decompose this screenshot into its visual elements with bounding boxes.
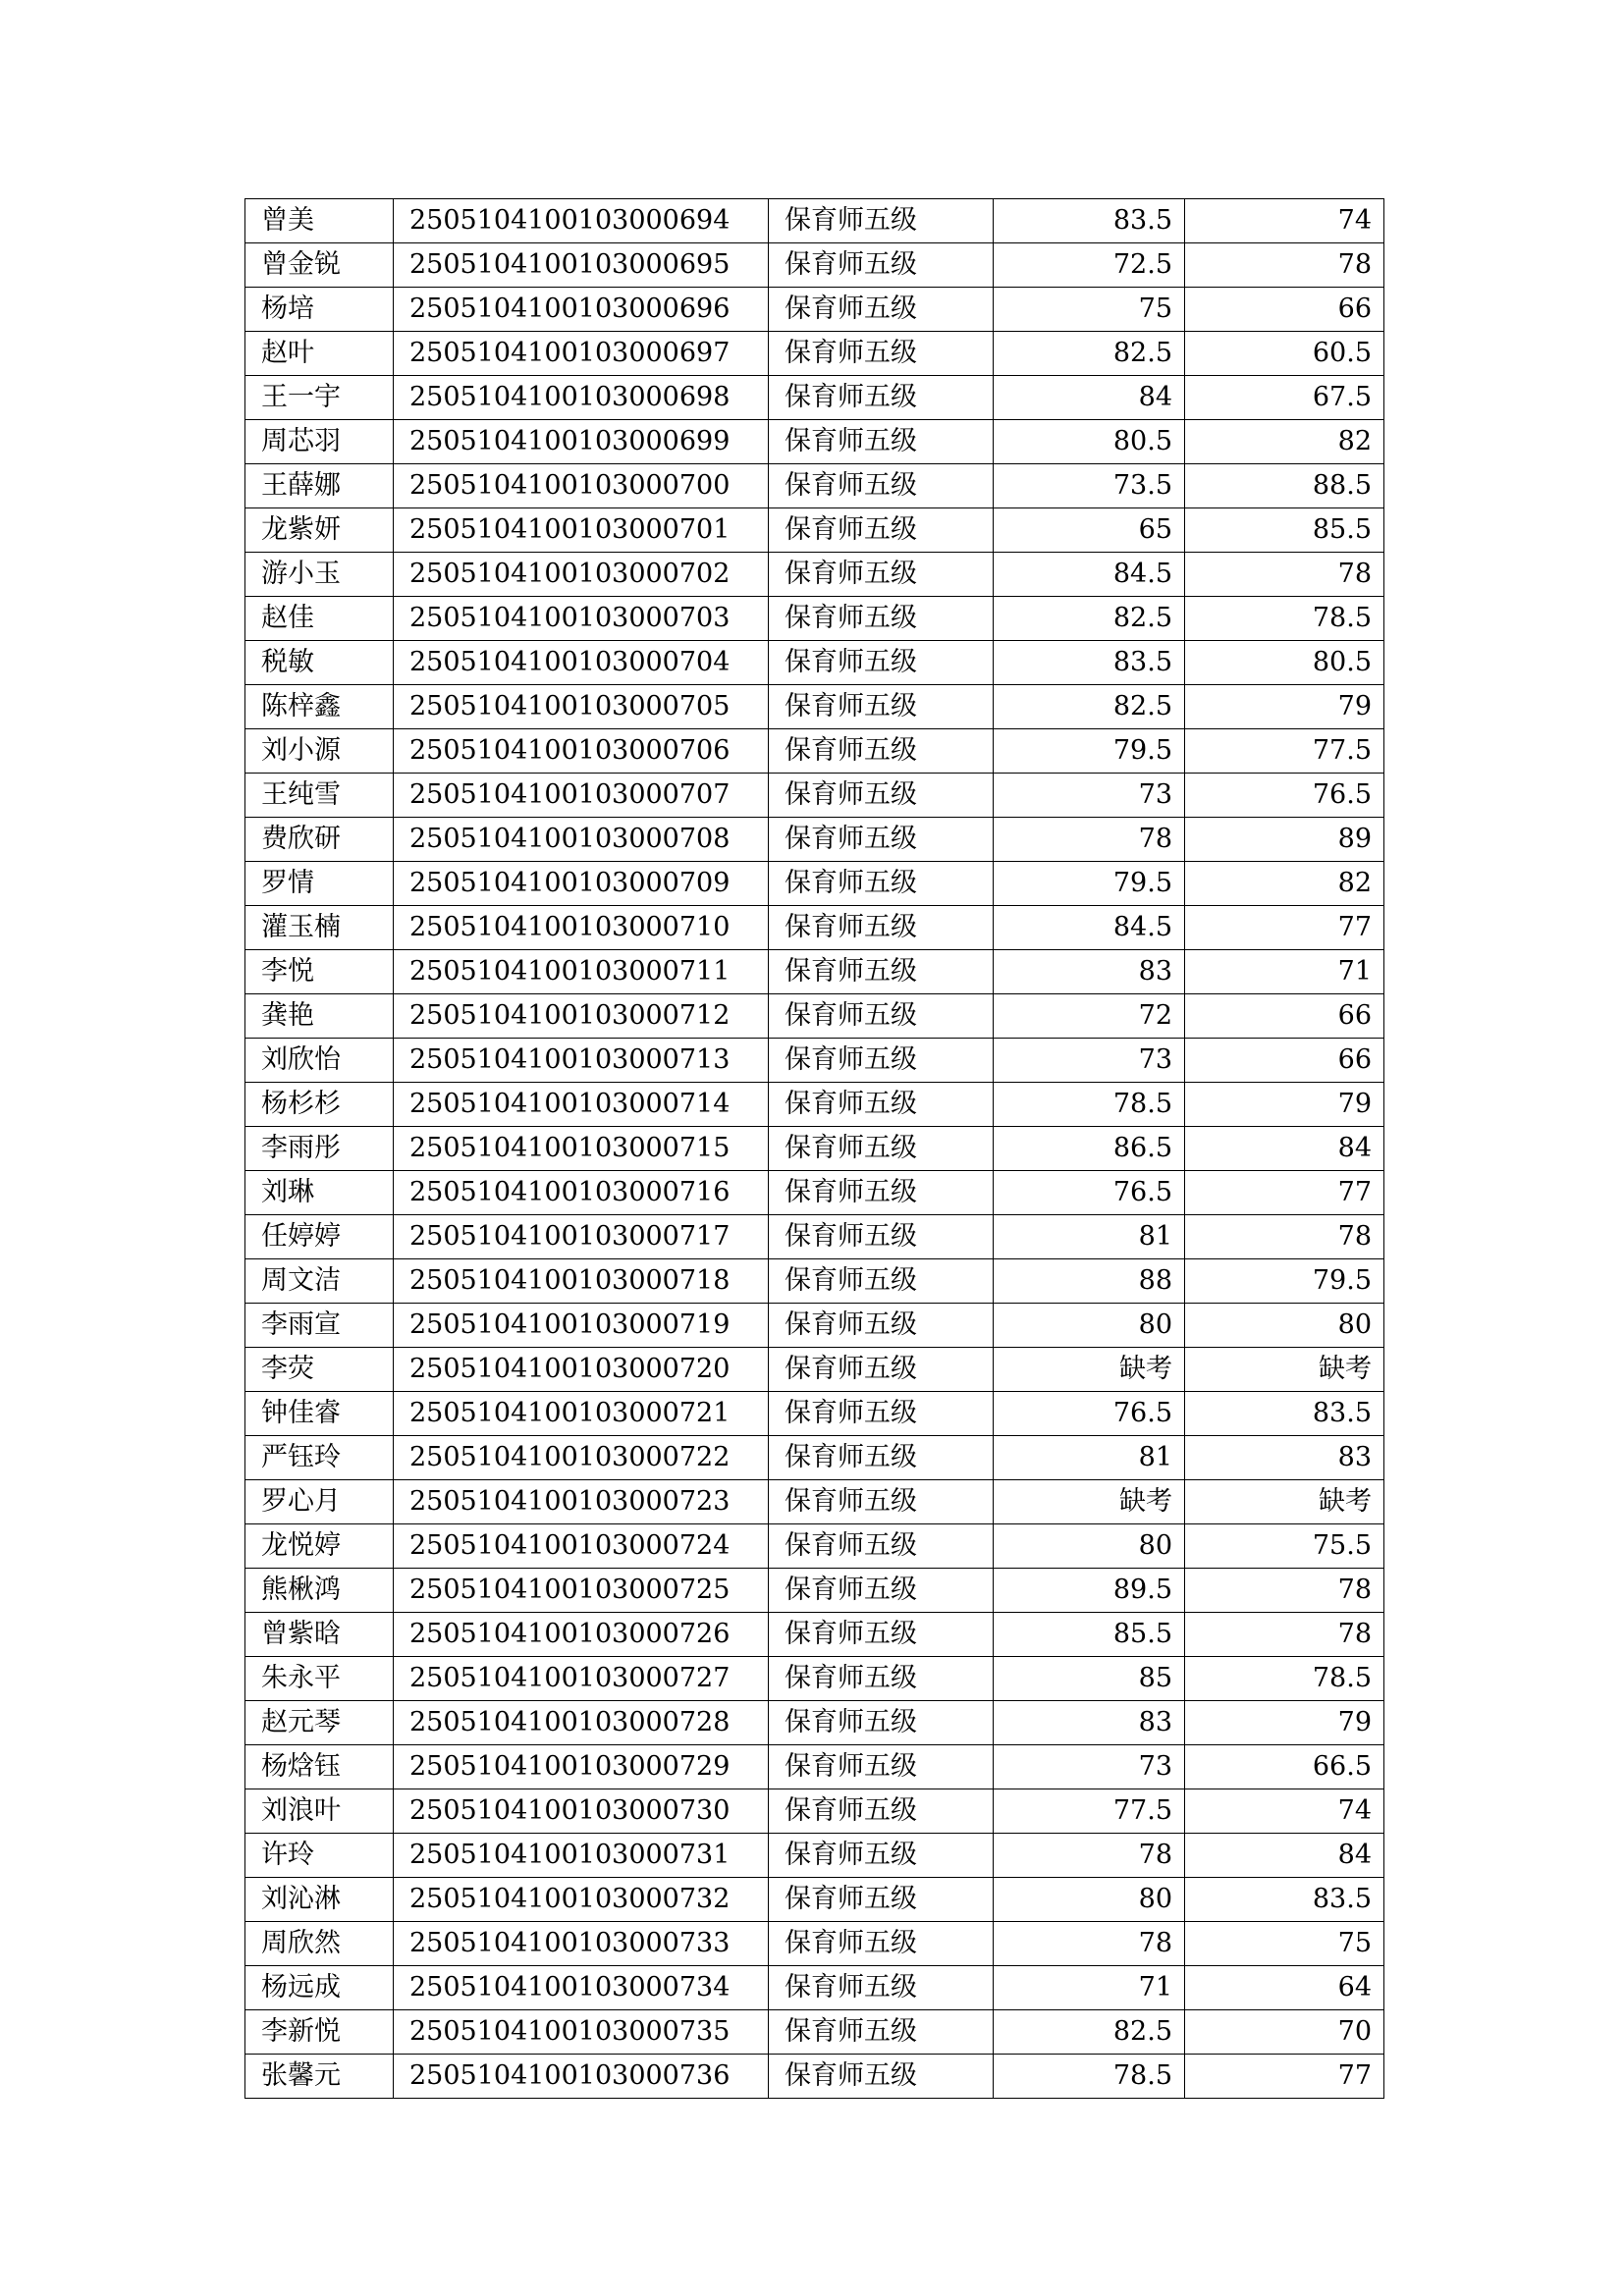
score-two-cell: 85.5 — [1185, 508, 1384, 553]
score-two-cell: 缺考 — [1185, 1480, 1384, 1524]
candidate-id-cell: 2505104100103000710 — [394, 906, 769, 950]
score-one-cell: 88 — [994, 1259, 1185, 1304]
table-row — [245, 1834, 1384, 1878]
score-one-cell: 83 — [994, 1701, 1185, 1745]
candidate-id-cell: 2505104100103000720 — [394, 1348, 769, 1392]
candidate-id-cell: 2505104100103000722 — [394, 1436, 769, 1480]
candidate-id-cell: 2505104100103000712 — [394, 994, 769, 1039]
table-row — [245, 906, 1384, 950]
candidate-name-cell: 赵元琴 — [245, 1701, 394, 1745]
exam-level-cell: 保育师五级 — [769, 1789, 994, 1834]
score-two-cell: 75 — [1185, 1922, 1384, 1966]
candidate-name-cell: 杨杉杉 — [245, 1083, 394, 1127]
score-two-cell: 78 — [1185, 1569, 1384, 1613]
exam-level-cell: 保育师五级 — [769, 685, 994, 729]
score-one-cell: 82.5 — [994, 597, 1185, 641]
exam-level-cell: 保育师五级 — [769, 818, 994, 862]
score-two-cell: 78.5 — [1185, 1657, 1384, 1701]
exam-level-cell: 保育师五级 — [769, 1834, 994, 1878]
candidate-name-cell: 刘小源 — [245, 729, 394, 774]
score-two-cell: 84 — [1185, 1834, 1384, 1878]
table-row — [245, 1392, 1384, 1436]
candidate-id-cell: 2505104100103000719 — [394, 1304, 769, 1348]
score-two-cell: 70 — [1185, 2010, 1384, 2055]
table-row — [245, 1524, 1384, 1569]
score-two-cell: 78 — [1185, 1215, 1384, 1259]
table-row — [245, 862, 1384, 906]
score-table-body — [245, 199, 1384, 2099]
candidate-name-cell: 费欣研 — [245, 818, 394, 862]
score-one-cell: 80.5 — [994, 420, 1185, 464]
exam-level-cell: 保育师五级 — [769, 420, 994, 464]
exam-level-cell: 保育师五级 — [769, 1745, 994, 1789]
score-two-cell: 74 — [1185, 1789, 1384, 1834]
candidate-id-cell: 2505104100103000718 — [394, 1259, 769, 1304]
table-row — [245, 1083, 1384, 1127]
score-one-cell: 72.5 — [994, 243, 1185, 288]
score-one-cell: 77.5 — [994, 1789, 1185, 1834]
score-one-cell: 80 — [994, 1304, 1185, 1348]
candidate-id-cell: 2505104100103000707 — [394, 774, 769, 818]
score-two-cell: 67.5 — [1185, 376, 1384, 420]
table-row — [245, 508, 1384, 553]
candidate-id-cell: 2505104100103000697 — [394, 332, 769, 376]
table-row — [245, 376, 1384, 420]
score-two-cell: 83.5 — [1185, 1878, 1384, 1922]
score-two-cell: 76.5 — [1185, 774, 1384, 818]
candidate-id-cell: 2505104100103000701 — [394, 508, 769, 553]
score-table — [244, 198, 1384, 2099]
score-one-cell: 78 — [994, 1922, 1185, 1966]
candidate-id-cell: 2505104100103000729 — [394, 1745, 769, 1789]
table-row — [245, 199, 1384, 243]
score-two-cell: 66.5 — [1185, 1745, 1384, 1789]
candidate-name-cell: 周芯羽 — [245, 420, 394, 464]
score-two-cell: 60.5 — [1185, 332, 1384, 376]
exam-level-cell: 保育师五级 — [769, 1171, 994, 1215]
score-two-cell: 79 — [1185, 1083, 1384, 1127]
exam-level-cell: 保育师五级 — [769, 1127, 994, 1171]
table-row — [245, 729, 1384, 774]
score-one-cell: 76.5 — [994, 1392, 1185, 1436]
exam-level-cell: 保育师五级 — [769, 288, 994, 332]
table-row — [245, 994, 1384, 1039]
score-two-cell: 75.5 — [1185, 1524, 1384, 1569]
table-row — [245, 1304, 1384, 1348]
candidate-id-cell: 2505104100103000721 — [394, 1392, 769, 1436]
score-one-cell: 75 — [994, 288, 1185, 332]
candidate-name-cell: 陈梓鑫 — [245, 685, 394, 729]
candidate-id-cell: 2505104100103000732 — [394, 1878, 769, 1922]
score-one-cell: 79.5 — [994, 862, 1185, 906]
table-row — [245, 1127, 1384, 1171]
candidate-id-cell: 2505104100103000735 — [394, 2010, 769, 2055]
score-two-cell: 82 — [1185, 862, 1384, 906]
score-two-cell: 77.5 — [1185, 729, 1384, 774]
score-two-cell: 66 — [1185, 994, 1384, 1039]
score-one-cell: 82.5 — [994, 2010, 1185, 2055]
exam-level-cell: 保育师五级 — [769, 862, 994, 906]
table-row — [245, 1259, 1384, 1304]
exam-level-cell: 保育师五级 — [769, 1701, 994, 1745]
score-one-cell: 78 — [994, 1834, 1185, 1878]
score-one-cell: 65 — [994, 508, 1185, 553]
score-two-cell: 77 — [1185, 1171, 1384, 1215]
candidate-id-cell: 2505104100103000725 — [394, 1569, 769, 1613]
score-one-cell: 81 — [994, 1436, 1185, 1480]
table-row — [245, 1701, 1384, 1745]
candidate-name-cell: 龙悦婷 — [245, 1524, 394, 1569]
table-row — [245, 774, 1384, 818]
score-two-cell: 71 — [1185, 950, 1384, 994]
exam-level-cell: 保育师五级 — [769, 1524, 994, 1569]
score-one-cell: 84.5 — [994, 906, 1185, 950]
table-row — [245, 685, 1384, 729]
candidate-id-cell: 2505104100103000723 — [394, 1480, 769, 1524]
candidate-name-cell: 王薛娜 — [245, 464, 394, 508]
candidate-id-cell: 2505104100103000706 — [394, 729, 769, 774]
score-two-cell: 77 — [1185, 906, 1384, 950]
candidate-id-cell: 2505104100103000711 — [394, 950, 769, 994]
candidate-id-cell: 2505104100103000699 — [394, 420, 769, 464]
candidate-id-cell: 2505104100103000708 — [394, 818, 769, 862]
score-one-cell: 82.5 — [994, 685, 1185, 729]
candidate-id-cell: 2505104100103000717 — [394, 1215, 769, 1259]
exam-level-cell: 保育师五级 — [769, 1392, 994, 1436]
table-row — [245, 1878, 1384, 1922]
candidate-name-cell: 刘欣怡 — [245, 1039, 394, 1083]
candidate-id-cell: 2505104100103000734 — [394, 1966, 769, 2010]
exam-level-cell: 保育师五级 — [769, 729, 994, 774]
exam-level-cell: 保育师五级 — [769, 1348, 994, 1392]
candidate-id-cell: 2505104100103000727 — [394, 1657, 769, 1701]
candidate-name-cell: 赵佳 — [245, 597, 394, 641]
candidate-id-cell: 2505104100103000713 — [394, 1039, 769, 1083]
score-two-cell: 64 — [1185, 1966, 1384, 2010]
candidate-name-cell: 灌玉楠 — [245, 906, 394, 950]
exam-level-cell: 保育师五级 — [769, 597, 994, 641]
score-one-cell: 84.5 — [994, 553, 1185, 597]
candidate-id-cell: 2505104100103000698 — [394, 376, 769, 420]
exam-level-cell: 保育师五级 — [769, 243, 994, 288]
candidate-name-cell: 严钰玲 — [245, 1436, 394, 1480]
exam-level-cell: 保育师五级 — [769, 950, 994, 994]
score-two-cell: 83.5 — [1185, 1392, 1384, 1436]
score-two-cell: 80 — [1185, 1304, 1384, 1348]
score-one-cell: 83.5 — [994, 641, 1185, 685]
table-row — [245, 1480, 1384, 1524]
candidate-name-cell: 赵叶 — [245, 332, 394, 376]
score-two-cell: 79 — [1185, 685, 1384, 729]
candidate-name-cell: 刘沁淋 — [245, 1878, 394, 1922]
candidate-id-cell: 2505104100103000733 — [394, 1922, 769, 1966]
candidate-id-cell: 2505104100103000730 — [394, 1789, 769, 1834]
candidate-id-cell: 2505104100103000700 — [394, 464, 769, 508]
candidate-id-cell: 2505104100103000696 — [394, 288, 769, 332]
candidate-name-cell: 李雨宣 — [245, 1304, 394, 1348]
exam-level-cell: 保育师五级 — [769, 1215, 994, 1259]
table-row — [245, 243, 1384, 288]
candidate-name-cell: 张馨元 — [245, 2055, 394, 2099]
table-row — [245, 1569, 1384, 1613]
exam-level-cell: 保育师五级 — [769, 199, 994, 243]
score-one-cell: 79.5 — [994, 729, 1185, 774]
score-two-cell: 83 — [1185, 1436, 1384, 1480]
exam-level-cell: 保育师五级 — [769, 1480, 994, 1524]
table-row — [245, 288, 1384, 332]
score-two-cell: 88.5 — [1185, 464, 1384, 508]
score-two-cell: 78 — [1185, 1613, 1384, 1657]
candidate-name-cell: 刘浪叶 — [245, 1789, 394, 1834]
candidate-name-cell: 龙紫妍 — [245, 508, 394, 553]
candidate-id-cell: 2505104100103000726 — [394, 1613, 769, 1657]
exam-level-cell: 保育师五级 — [769, 994, 994, 1039]
score-two-cell: 78 — [1185, 553, 1384, 597]
score-two-cell: 77 — [1185, 2055, 1384, 2099]
candidate-name-cell: 周文洁 — [245, 1259, 394, 1304]
exam-level-cell: 保育师五级 — [769, 1569, 994, 1613]
table-row — [245, 464, 1384, 508]
exam-level-cell: 保育师五级 — [769, 1039, 994, 1083]
candidate-name-cell: 周欣然 — [245, 1922, 394, 1966]
exam-level-cell: 保育师五级 — [769, 1083, 994, 1127]
candidate-name-cell: 游小玉 — [245, 553, 394, 597]
table-row — [245, 1966, 1384, 2010]
score-two-cell: 66 — [1185, 1039, 1384, 1083]
candidate-name-cell: 曾紫晗 — [245, 1613, 394, 1657]
candidate-name-cell: 许玲 — [245, 1834, 394, 1878]
table-row — [245, 1171, 1384, 1215]
score-one-cell: 85 — [994, 1657, 1185, 1701]
exam-level-cell: 保育师五级 — [769, 774, 994, 818]
score-one-cell: 71 — [994, 1966, 1185, 2010]
candidate-name-cell: 李新悦 — [245, 2010, 394, 2055]
candidate-name-cell: 杨远成 — [245, 1966, 394, 2010]
table-row — [245, 2010, 1384, 2055]
score-one-cell: 80 — [994, 1524, 1185, 1569]
candidate-name-cell: 熊楸鸿 — [245, 1569, 394, 1613]
table-row — [245, 1039, 1384, 1083]
table-row — [245, 1215, 1384, 1259]
score-two-cell: 74 — [1185, 199, 1384, 243]
score-one-cell: 73 — [994, 1745, 1185, 1789]
exam-level-cell: 保育师五级 — [769, 2010, 994, 2055]
score-one-cell: 85.5 — [994, 1613, 1185, 1657]
candidate-name-cell: 王一宇 — [245, 376, 394, 420]
exam-level-cell: 保育师五级 — [769, 641, 994, 685]
score-one-cell: 80 — [994, 1878, 1185, 1922]
exam-level-cell: 保育师五级 — [769, 906, 994, 950]
candidate-id-cell: 2505104100103000702 — [394, 553, 769, 597]
table-row — [245, 950, 1384, 994]
candidate-id-cell: 2505104100103000705 — [394, 685, 769, 729]
exam-level-cell: 保育师五级 — [769, 1922, 994, 1966]
score-two-cell: 缺考 — [1185, 1348, 1384, 1392]
candidate-name-cell: 罗心月 — [245, 1480, 394, 1524]
exam-level-cell: 保育师五级 — [769, 332, 994, 376]
table-row — [245, 1613, 1384, 1657]
score-one-cell: 89.5 — [994, 1569, 1185, 1613]
exam-level-cell: 保育师五级 — [769, 1304, 994, 1348]
candidate-name-cell: 曾金锐 — [245, 243, 394, 288]
table-row — [245, 1348, 1384, 1392]
exam-level-cell: 保育师五级 — [769, 1436, 994, 1480]
score-two-cell: 79.5 — [1185, 1259, 1384, 1304]
score-one-cell: 86.5 — [994, 1127, 1185, 1171]
candidate-id-cell: 2505104100103000716 — [394, 1171, 769, 1215]
score-two-cell: 84 — [1185, 1127, 1384, 1171]
candidate-name-cell: 税敏 — [245, 641, 394, 685]
exam-level-cell: 保育师五级 — [769, 376, 994, 420]
exam-level-cell: 保育师五级 — [769, 1966, 994, 2010]
score-two-cell: 82 — [1185, 420, 1384, 464]
score-two-cell: 79 — [1185, 1701, 1384, 1745]
candidate-name-cell: 王纯雪 — [245, 774, 394, 818]
candidate-name-cell: 罗情 — [245, 862, 394, 906]
table-row — [245, 553, 1384, 597]
score-one-cell: 73 — [994, 774, 1185, 818]
candidate-name-cell: 杨焓钰 — [245, 1745, 394, 1789]
score-one-cell: 81 — [994, 1215, 1185, 1259]
score-one-cell: 82.5 — [994, 332, 1185, 376]
candidate-name-cell: 朱永平 — [245, 1657, 394, 1701]
score-one-cell: 73.5 — [994, 464, 1185, 508]
table-row — [245, 1436, 1384, 1480]
candidate-id-cell: 2505104100103000709 — [394, 862, 769, 906]
table-row — [245, 2055, 1384, 2099]
exam-level-cell: 保育师五级 — [769, 1878, 994, 1922]
score-one-cell: 73 — [994, 1039, 1185, 1083]
exam-level-cell: 保育师五级 — [769, 1613, 994, 1657]
candidate-id-cell: 2505104100103000703 — [394, 597, 769, 641]
exam-level-cell: 保育师五级 — [769, 553, 994, 597]
score-two-cell: 66 — [1185, 288, 1384, 332]
exam-level-cell: 保育师五级 — [769, 464, 994, 508]
score-one-cell: 78 — [994, 818, 1185, 862]
candidate-id-cell: 2505104100103000695 — [394, 243, 769, 288]
candidate-name-cell: 刘琳 — [245, 1171, 394, 1215]
candidate-id-cell: 2505104100103000736 — [394, 2055, 769, 2099]
table-row — [245, 818, 1384, 862]
table-row — [245, 1922, 1384, 1966]
table-row — [245, 332, 1384, 376]
candidate-id-cell: 2505104100103000704 — [394, 641, 769, 685]
score-two-cell: 78.5 — [1185, 597, 1384, 641]
score-one-cell: 83.5 — [994, 199, 1185, 243]
exam-level-cell: 保育师五级 — [769, 508, 994, 553]
exam-level-cell: 保育师五级 — [769, 1259, 994, 1304]
score-one-cell: 78.5 — [994, 1083, 1185, 1127]
candidate-name-cell: 龚艳 — [245, 994, 394, 1039]
score-two-cell: 80.5 — [1185, 641, 1384, 685]
score-one-cell: 72 — [994, 994, 1185, 1039]
candidate-name-cell: 杨培 — [245, 288, 394, 332]
score-two-cell: 78 — [1185, 243, 1384, 288]
score-one-cell: 84 — [994, 376, 1185, 420]
table-row — [245, 597, 1384, 641]
candidate-id-cell: 2505104100103000694 — [394, 199, 769, 243]
candidate-name-cell: 李悦 — [245, 950, 394, 994]
table-row — [245, 641, 1384, 685]
candidate-id-cell: 2505104100103000714 — [394, 1083, 769, 1127]
table-row — [245, 1657, 1384, 1701]
exam-level-cell: 保育师五级 — [769, 2055, 994, 2099]
candidate-name-cell: 钟佳睿 — [245, 1392, 394, 1436]
score-one-cell: 缺考 — [994, 1480, 1185, 1524]
candidate-name-cell: 李荧 — [245, 1348, 394, 1392]
candidate-name-cell: 曾美 — [245, 199, 394, 243]
table-row — [245, 1789, 1384, 1834]
candidate-id-cell: 2505104100103000715 — [394, 1127, 769, 1171]
score-one-cell: 76.5 — [994, 1171, 1185, 1215]
candidate-name-cell: 任婷婷 — [245, 1215, 394, 1259]
score-one-cell: 83 — [994, 950, 1185, 994]
candidate-id-cell: 2505104100103000728 — [394, 1701, 769, 1745]
score-two-cell: 89 — [1185, 818, 1384, 862]
table-row — [245, 1745, 1384, 1789]
candidate-id-cell: 2505104100103000724 — [394, 1524, 769, 1569]
score-one-cell: 78.5 — [994, 2055, 1185, 2099]
score-one-cell: 缺考 — [994, 1348, 1185, 1392]
exam-level-cell: 保育师五级 — [769, 1657, 994, 1701]
candidate-id-cell: 2505104100103000731 — [394, 1834, 769, 1878]
candidate-name-cell: 李雨彤 — [245, 1127, 394, 1171]
table-row — [245, 420, 1384, 464]
